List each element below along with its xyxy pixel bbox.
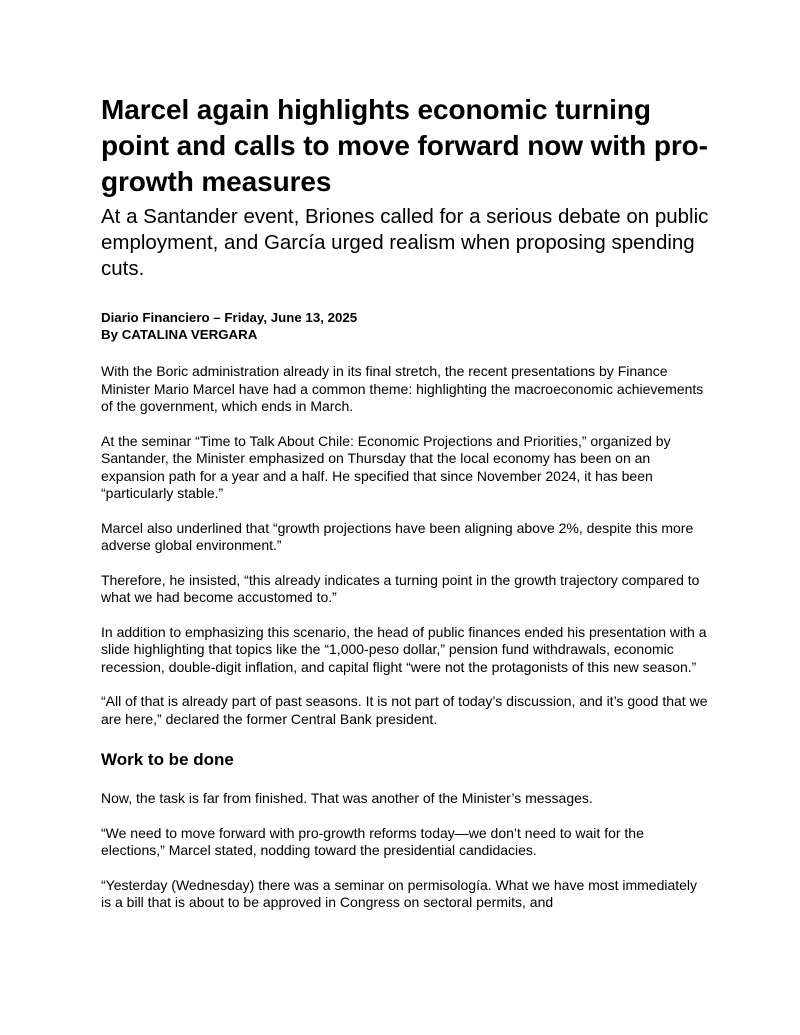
paragraph: At the seminar “Time to Talk About Chile: Economic Projections and Priorities,” organized by Santander, the Minister emphasized on Thursday that the local economy has been on an expansion path for a year and a half. He specified that since November 2024, it has been “particularly stable.” bbox=[101, 432, 671, 501]
paragraph: Now, the task is far from finished. That was another of the Minister’s messages. bbox=[101, 790, 593, 806]
paragraph: “All of that is already part of past seasons. It is not part of today’s discussion, and it’s good that we are here,” declared the former Central Bank president. bbox=[101, 693, 708, 727]
paragraph: “Yesterday (Wednesday) there was a seminar on permisología. What we have most immediately is a bill that is about to be approved in Congress on sectoral permits, and bbox=[101, 876, 698, 910]
paragraph: With the Boric administration already in its final stretch, the recent presentations by Finance Minister Mario Marcel have had a common theme: highlighting the macroeconomic achievements of the government, which ends in March. bbox=[101, 363, 704, 414]
paragraph: “We need to move forward with pro-growth reforms today—we don’t need to wait for the elections,” Marcel stated, nodding toward the presidential candidacies. bbox=[101, 824, 644, 858]
paragraph: In addition to emphasizing this scenario, the head of public finances ended his presentation with a slide highlighting that topics like the “1,000-peso dollar,” pension fund withdrawals, economic recession, double-digit inflation, and capital flight “were not the protagonists of this new season.” bbox=[101, 623, 707, 675]
article-subheadline: At a Santander event, Briones called for a serious debate on public employment, and García urged realism when proposing spending cuts. bbox=[101, 205, 709, 280]
source-line: Diario Financiero – Friday, June 13, 2025 bbox=[101, 310, 358, 325]
byline bbox=[101, 309, 711, 343]
paragraph: Marcel also underlined that “growth projections have been aligning above 2%, despite this more adverse global environment.” bbox=[101, 519, 694, 553]
section-heading: Work to be done bbox=[101, 750, 234, 769]
article bbox=[101, 92, 711, 912]
paragraph: Therefore, he insisted, “this already indicates a turning point in the growth trajectory compared to what we had become accustomed to.” bbox=[101, 571, 700, 605]
author-line: By CATALINA VERGARA bbox=[101, 327, 258, 342]
article-headline: Marcel again highlights economic turning point and calls to move forward now with pro-growth measures bbox=[101, 94, 708, 197]
